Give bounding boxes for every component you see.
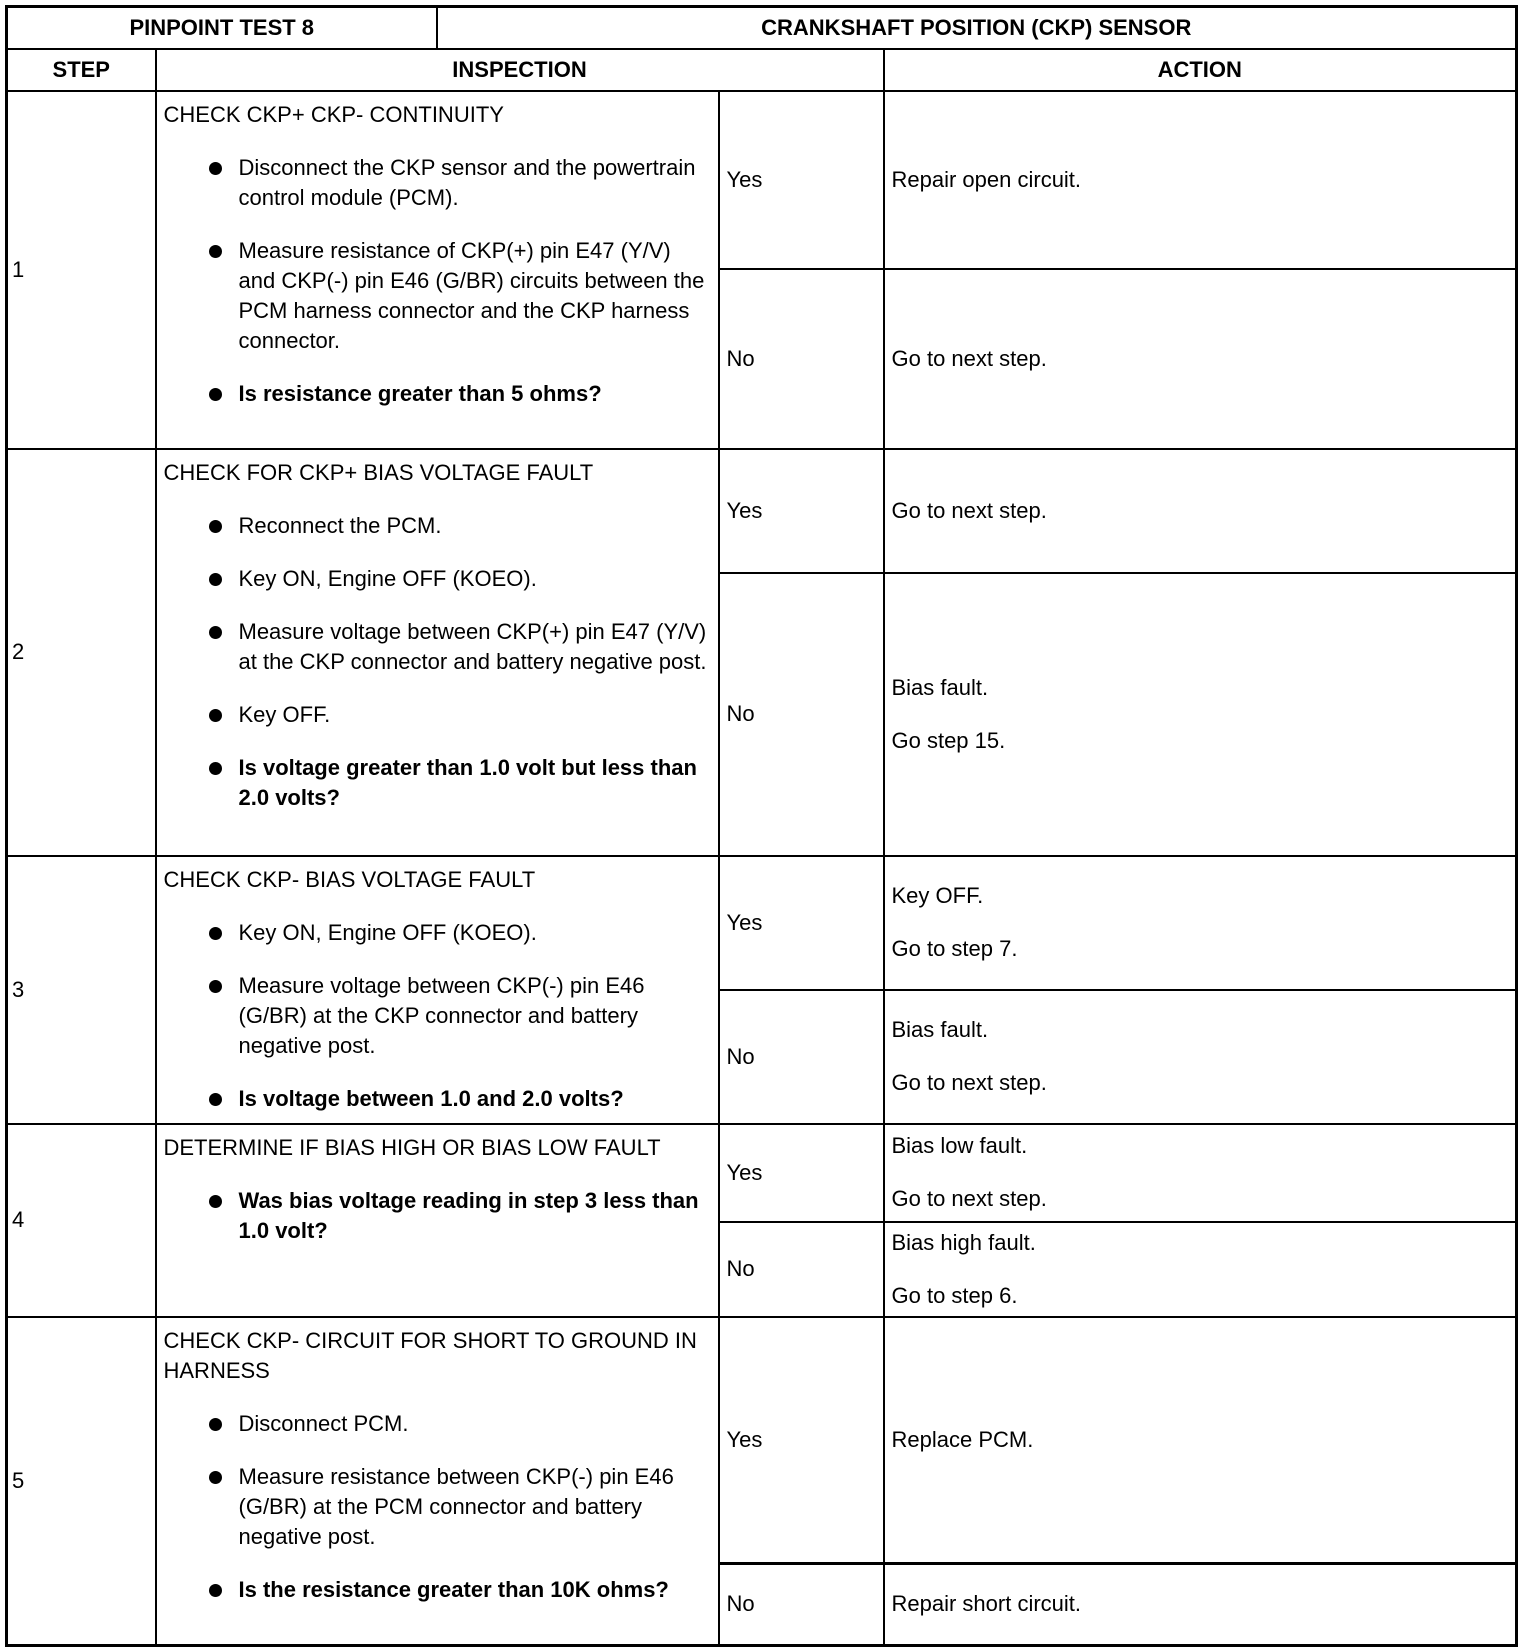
step-number: 3	[7, 856, 156, 1124]
step-row-yes	[7, 856, 1517, 990]
bullet-dot-icon	[209, 709, 222, 722]
bullet-text: Key ON, Engine OFF (KOEO).	[238, 919, 537, 945]
question-text: Is the resistance greater than 10K ohms?	[238, 1577, 669, 1603]
test-title: PINPOINT TEST 8	[7, 7, 437, 49]
yes-label: Yes	[719, 91, 884, 269]
inspection-column-header: INSPECTION	[156, 49, 884, 91]
yes-action	[884, 91, 1517, 269]
no-action	[884, 990, 1517, 1124]
action-line: Bias fault.	[891, 674, 989, 700]
action-line: Go step 15.	[891, 727, 1006, 753]
inspection-cell	[156, 91, 719, 449]
action-line: Go to next step.	[891, 498, 1047, 524]
inspection-title: CHECK CKP+ CKP- CONTINUITY	[163, 101, 504, 127]
inspection-bullet	[164, 971, 711, 1061]
inspection-question	[164, 379, 711, 409]
yes-action	[884, 449, 1517, 573]
yes-action	[884, 1124, 1517, 1222]
inspection-bullet	[164, 700, 711, 730]
bullet-dot-icon	[209, 980, 222, 993]
step-row-yes	[7, 1317, 1517, 1563]
bullet-dot-icon	[209, 1093, 222, 1106]
inspection-bullet	[164, 1409, 711, 1439]
bullet-text: Disconnect the CKP sensor and the powertrain control module (PCM).	[238, 154, 696, 210]
inspection-bullet-list	[164, 1409, 711, 1605]
action-column-header: ACTION	[884, 49, 1517, 91]
inspection-question	[164, 1186, 711, 1246]
inspection-question	[164, 1575, 711, 1605]
title-row	[7, 7, 1517, 49]
bullet-dot-icon	[209, 927, 222, 940]
inspection-bullet-list	[164, 918, 711, 1114]
inspection-bullet	[164, 236, 711, 356]
bullet-dot-icon	[209, 762, 222, 775]
inspection-cell	[156, 1317, 719, 1645]
bullet-dot-icon	[209, 626, 222, 639]
bullet-text: Measure voltage between CKP(-) pin E46 (G/BR) at the CKP connector and battery negative post.	[238, 972, 645, 1058]
action-line: Bias high fault.	[891, 1229, 1036, 1255]
inspection-bullet	[164, 511, 711, 541]
action-line: Go to next step.	[891, 1186, 1047, 1212]
inspection-bullet-list	[164, 511, 711, 813]
action-line: Go to step 7.	[891, 936, 1018, 962]
action-line: Go to next step.	[891, 345, 1047, 371]
inspection-bullet	[164, 564, 711, 594]
inspection-cell	[156, 449, 719, 855]
step-row-yes	[7, 91, 1517, 269]
pinpoint-test-table	[5, 5, 1518, 1647]
no-action	[884, 1563, 1517, 1645]
action-line: Go to next step.	[891, 1070, 1047, 1096]
bullet-dot-icon	[209, 520, 222, 533]
action-line: Go to step 6.	[891, 1282, 1018, 1308]
bullet-dot-icon	[209, 1195, 222, 1208]
step-row-yes	[7, 1124, 1517, 1222]
step-number: 2	[7, 449, 156, 855]
yes-label: Yes	[719, 449, 884, 573]
question-text: Is voltage greater than 1.0 volt but less than 2.0 volts?	[238, 755, 697, 811]
column-header-row	[7, 49, 1517, 91]
test-subject: CRANKSHAFT POSITION (CKP) SENSOR	[437, 7, 1517, 49]
no-label: No	[719, 269, 884, 449]
inspection-bullet-list	[164, 1186, 711, 1246]
bullet-dot-icon	[209, 245, 222, 258]
inspection-cell	[156, 856, 719, 1124]
bullet-dot-icon	[209, 1471, 222, 1484]
step-number: 4	[7, 1124, 156, 1317]
inspection-title: CHECK CKP- BIAS VOLTAGE FAULT	[163, 866, 536, 892]
step-column-header: STEP	[7, 49, 156, 91]
no-label: No	[719, 1563, 884, 1645]
bullet-dot-icon	[209, 1418, 222, 1431]
no-action	[884, 1222, 1517, 1317]
action-line: Bias low fault.	[891, 1133, 1028, 1159]
bullet-dot-icon	[209, 388, 222, 401]
question-text: Is voltage between 1.0 and 2.0 volts?	[238, 1085, 624, 1111]
step-number: 5	[7, 1317, 156, 1645]
yes-action	[884, 856, 1517, 990]
inspection-bullet-list	[164, 153, 711, 409]
bullet-dot-icon	[209, 1584, 222, 1597]
steps-body	[7, 91, 1517, 1646]
bullet-dot-icon	[209, 162, 222, 175]
bullet-text: Measure resistance of CKP(+) pin E47 (Y/V) and CKP(-) pin E46 (G/BR) circuits between the PCM harness connector and the CKP harness connector.	[238, 237, 705, 353]
no-label: No	[719, 573, 884, 855]
question-text: Was bias voltage reading in step 3 less than 1.0 volt?	[238, 1187, 699, 1243]
yes-label: Yes	[719, 1124, 884, 1222]
inspection-question	[164, 1084, 711, 1114]
action-line: Repair short circuit.	[891, 1591, 1082, 1617]
bullet-text: Key OFF.	[238, 702, 331, 728]
yes-action	[884, 1317, 1517, 1563]
no-action	[884, 573, 1517, 855]
bullet-text: Reconnect the PCM.	[238, 513, 442, 539]
inspection-question	[164, 753, 711, 813]
inspection-bullet	[164, 617, 711, 677]
step-number: 1	[7, 91, 156, 449]
bullet-text: Key ON, Engine OFF (KOEO).	[238, 566, 537, 592]
bullet-text: Measure resistance between CKP(-) pin E46 (G/BR) at the PCM connector and battery negative post.	[238, 1464, 674, 1550]
inspection-bullet	[164, 918, 711, 948]
bullet-text: Disconnect PCM.	[238, 1411, 409, 1437]
bullet-text: Measure voltage between CKP(+) pin E47 (Y/V) at the CKP connector and battery negative post.	[238, 619, 707, 675]
action-line: Key OFF.	[891, 883, 984, 909]
yes-label: Yes	[719, 1317, 884, 1563]
action-line: Replace PCM.	[891, 1426, 1034, 1452]
no-action	[884, 269, 1517, 449]
step-row-yes	[7, 449, 1517, 573]
question-text: Is resistance greater than 5 ohms?	[238, 380, 602, 406]
action-line: Bias fault.	[891, 1017, 989, 1043]
yes-label: Yes	[719, 856, 884, 990]
no-label: No	[719, 990, 884, 1124]
inspection-bullet	[164, 1462, 711, 1552]
inspection-title: DETERMINE IF BIAS HIGH OR BIAS LOW FAULT	[163, 1134, 661, 1160]
inspection-title: CHECK CKP- CIRCUIT FOR SHORT TO GROUND IN HARNESS	[163, 1328, 697, 1384]
no-label: No	[719, 1222, 884, 1317]
inspection-title: CHECK FOR CKP+ BIAS VOLTAGE FAULT	[163, 460, 594, 486]
inspection-bullet	[164, 153, 711, 213]
inspection-cell	[156, 1124, 719, 1317]
bullet-dot-icon	[209, 573, 222, 586]
action-line: Repair open circuit.	[891, 166, 1082, 192]
